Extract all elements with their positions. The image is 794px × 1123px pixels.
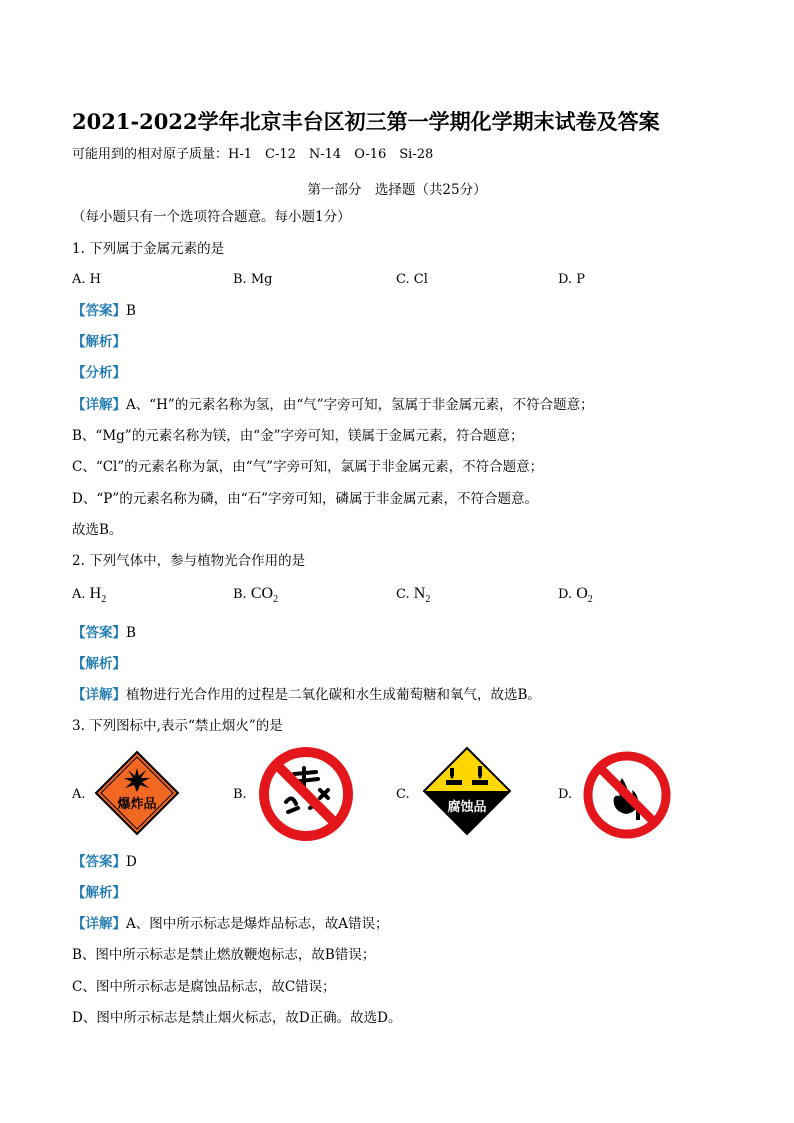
q2-option-c: C. $N_2$ — [396, 585, 431, 606]
q1-answer: B — [126, 303, 136, 319]
no-firecrackers-icon — [258, 746, 354, 842]
corrosive-sign-icon — [422, 746, 512, 836]
q3-option-d-letter: D. — [558, 787, 573, 802]
q1-detail-c: C、“Cl”的元素名称为氯，由“气”字旁可知，氯属于非金属元素，不符合题意； — [72, 459, 544, 475]
explosive-sign-icon — [94, 750, 180, 836]
q2-stem: 2. 下列气体中，参与植物光合作用的是 — [72, 553, 306, 569]
q1-detail-a: 【详解】A、“H”的元素名称为氢，由“气”字旁可知，氢属于非金属元素，不符合题意； — [72, 397, 594, 413]
q3-option-c-letter: C. — [396, 787, 410, 802]
q3-answer: D — [126, 854, 137, 870]
q3-detail-d: D、图中所示标志是禁止烟火标志，故D正确。故选D。 — [72, 1010, 402, 1026]
q2-analysis-tag: 【解析】 — [72, 656, 126, 672]
q2-option-d: D. $O_2$ — [558, 585, 593, 606]
q3-analysis-tag: 【解析】 — [72, 885, 126, 901]
q3-detail-b: B、图中所示标志是禁止燃放鞭炮标志，故B错误； — [72, 947, 376, 963]
section-note: （每小题只有一个选项符合题意。每小题1分） — [72, 209, 351, 225]
q2-option-a: A. $H_2$ — [72, 585, 107, 606]
q3-answer-line: 【答案】D — [72, 854, 137, 870]
q1-analysis-tag: 【解析】 — [72, 334, 126, 350]
page-title: 2021-2022学年北京丰台区初三第一学期化学期末试卷及答案 — [72, 109, 660, 134]
q2-option-b: B. $CO_2$ — [233, 585, 279, 606]
q3-option-b-letter: B. — [233, 787, 247, 802]
q1-stem: 1. 下列属于金属元素的是 — [72, 241, 225, 257]
answer-tag: 【答案】 — [72, 303, 126, 319]
q3-stem: 3. 下列图标中,表示“禁止烟火”的是 — [72, 718, 283, 734]
no-fire-icon — [582, 750, 672, 840]
q2-answer-line: 【答案】B — [72, 625, 136, 641]
q1-fenxi-tag: 【分析】 — [72, 365, 126, 381]
atomic-masses: 可能用到的相对原子质量：H-1 C-12 N-14 O-16 Si-28 — [72, 147, 434, 162]
q1-detail-b: B、“Mg”的元素名称为镁，由“金”字旁可知，镁属于金属元素，符合题意； — [72, 428, 524, 444]
q3-option-a-letter: A. — [72, 787, 86, 802]
q3-detail-c: C、图中所示标志是腐蚀品标志，故C错误； — [72, 979, 336, 995]
q3-detail-a: 【详解】A、图中所示标志是爆炸品标志，故A错误； — [72, 916, 389, 932]
q1-conclusion: 故选B。 — [72, 522, 123, 538]
corrosive-sign-label: 腐蚀品 — [447, 800, 487, 815]
q1-detail-d: D、“P”的元素名称为磷，由“石”字旁可知，磷属于非金属元素，不符合题意。 — [72, 491, 539, 507]
section-title: 第一部分 选择题（共25分） — [307, 182, 487, 198]
q1-option-a: A. H — [72, 272, 101, 287]
q1-option-d: D. P — [558, 272, 585, 287]
q1-answer-line — [72, 302, 136, 320]
explosive-sign-label: 爆炸品 — [117, 797, 157, 812]
q2-answer: B — [126, 625, 136, 641]
q1-option-c: C. Cl — [396, 272, 428, 287]
q2-detail: 【详解】植物进行光合作用的过程是二氧化碳和水生成葡萄糖和氧气，故选B。 — [72, 687, 541, 703]
q1-option-b: B. Mg — [233, 272, 273, 287]
